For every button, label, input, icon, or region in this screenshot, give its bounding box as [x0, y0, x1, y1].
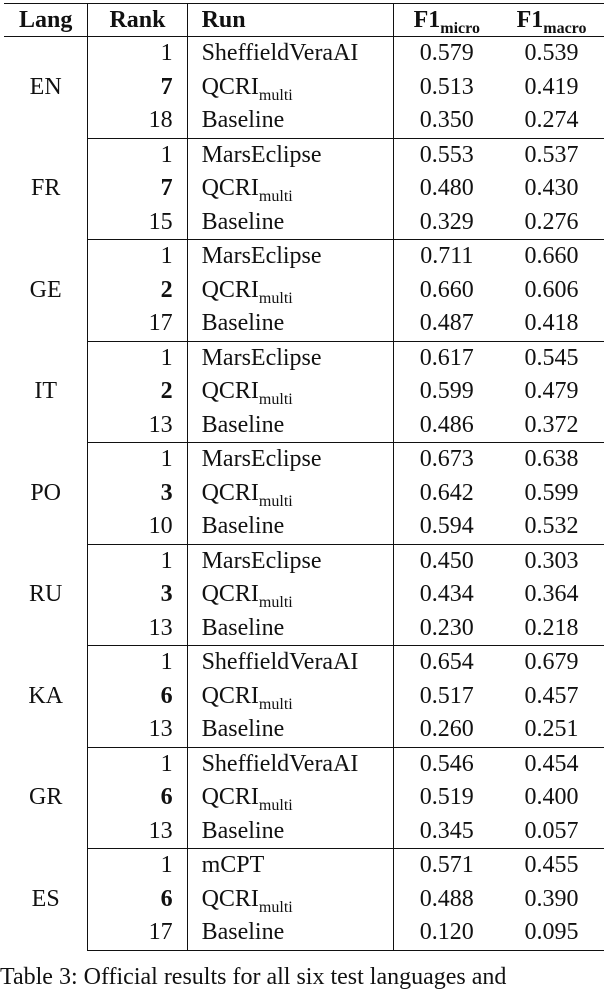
f1-micro-cell: 0.450 — [419, 547, 474, 574]
lang-cell: GR — [4, 747, 88, 849]
f1-micro-cell: 0.350 — [394, 104, 499, 138]
f1-micro-cell: 0.513 — [419, 73, 474, 100]
f1-macro-cell: 0.057 — [499, 815, 604, 849]
rank-cell: 13 — [88, 815, 187, 849]
run-subscript: multi — [258, 188, 293, 205]
rank-cell: 1 — [88, 646, 187, 680]
run-cell — [187, 680, 394, 714]
run-cell — [187, 916, 394, 950]
run-cell — [187, 240, 394, 274]
f1-micro-cell: 0.329 — [394, 206, 499, 240]
f1-micro-cell: 0.594 — [394, 510, 499, 544]
table-row — [4, 138, 604, 172]
run-name: Baseline — [201, 411, 285, 438]
f1-micro-cell: 0.120 — [394, 916, 499, 950]
run-name: Baseline — [201, 919, 285, 945]
table-row — [4, 612, 604, 646]
run-cell — [187, 646, 394, 680]
f1-micro-cell: 0.434 — [419, 581, 474, 607]
f1-micro-cell: 0.654 — [419, 649, 474, 675]
table-row — [4, 713, 604, 747]
f1-micro-cell: 0.488 — [419, 885, 474, 912]
language-group — [4, 341, 604, 443]
rank-cell: 6 — [88, 781, 187, 815]
language-group — [4, 544, 604, 646]
f1-micro-cell: 0.519 — [419, 784, 474, 810]
f1-macro-cell: 0.457 — [524, 682, 579, 709]
run-cell — [187, 510, 394, 544]
run-name: MarsEclipse — [201, 446, 322, 472]
f1-micro-cell: 0.345 — [394, 815, 499, 849]
lang-cell: RU — [4, 544, 88, 646]
language-group — [4, 646, 604, 748]
f1-macro-cell: 0.274 — [499, 104, 604, 138]
table-row — [4, 307, 604, 341]
table-row — [4, 477, 604, 511]
lang-cell: PO — [4, 443, 88, 545]
run-subscript: multi — [258, 86, 293, 104]
run-name: SheffieldVeraAI — [201, 649, 359, 675]
rank-cell: 7 — [88, 71, 187, 105]
table-row — [4, 781, 604, 815]
run-name: SheffieldVeraAI — [201, 750, 359, 777]
f1-macro-cell: 0.251 — [499, 713, 604, 747]
run-cell — [187, 477, 394, 511]
rank-cell: 1 — [88, 849, 187, 883]
run-name: QCRI — [201, 378, 259, 404]
run-name: Baseline — [201, 817, 285, 844]
f1-macro-cell: 0.660 — [524, 243, 579, 269]
header-run: Run — [187, 4, 394, 37]
run-cell — [187, 713, 394, 747]
f1-macro-cell: 0.532 — [499, 510, 604, 544]
run-name: Baseline — [201, 716, 285, 742]
f1-macro-cell: 0.638 — [524, 446, 579, 472]
table-row — [4, 747, 604, 781]
rank-cell: 1 — [88, 747, 187, 781]
header-lang: Lang — [4, 4, 88, 37]
run-cell — [187, 37, 394, 71]
run-cell — [187, 172, 394, 206]
language-group — [4, 138, 604, 240]
lang-cell: ES — [4, 849, 88, 951]
run-cell — [187, 544, 394, 578]
table-row — [4, 443, 604, 477]
run-subscript: multi — [258, 391, 293, 408]
table-row — [4, 375, 604, 409]
results-table — [4, 3, 604, 951]
header-f1-macro-main: F1 — [516, 7, 544, 33]
run-cell — [187, 307, 394, 341]
table-row — [4, 172, 604, 206]
header-f1-micro-sub: micro — [440, 20, 480, 37]
f1-micro-cell: 0.260 — [394, 713, 499, 747]
language-group — [4, 240, 604, 342]
table-row — [4, 578, 604, 612]
run-name: QCRI — [201, 276, 259, 303]
table-row — [4, 680, 604, 714]
f1-micro-cell: 0.617 — [419, 344, 474, 371]
table-row — [4, 71, 604, 105]
table-caption: Table 3: Official results for all six test languages and — [0, 964, 507, 990]
f1-micro-cell: 0.599 — [419, 378, 474, 404]
f1-macro-cell: 0.095 — [499, 916, 604, 950]
lang-cell: KA — [4, 646, 88, 748]
run-cell — [187, 781, 394, 815]
run-cell — [187, 443, 394, 477]
table-row — [4, 37, 604, 71]
f1-macro-cell: 0.606 — [524, 276, 579, 303]
lang-cell: FR — [4, 138, 88, 240]
f1-macro-cell: 0.539 — [524, 40, 579, 66]
run-subscript: multi — [258, 898, 293, 916]
run-name: Baseline — [201, 107, 285, 133]
header-rank: Rank — [88, 4, 187, 37]
table-row — [4, 510, 604, 544]
rank-cell: 13 — [88, 713, 187, 747]
rank-cell: 15 — [88, 206, 187, 240]
rank-cell: 18 — [88, 104, 187, 138]
f1-micro-cell: 0.711 — [420, 243, 474, 269]
table-row — [4, 274, 604, 308]
run-cell — [187, 71, 394, 105]
run-name: Baseline — [201, 310, 285, 336]
f1-macro-cell: 0.679 — [524, 649, 579, 675]
rank-cell: 3 — [88, 578, 187, 612]
table-row — [4, 104, 604, 138]
table-header — [4, 4, 604, 37]
table-row — [4, 341, 604, 375]
run-cell — [187, 206, 394, 240]
f1-micro-cell: 0.579 — [419, 40, 474, 66]
f1-macro-cell: 0.364 — [524, 581, 579, 607]
run-name: MarsEclipse — [201, 547, 322, 574]
f1-micro-cell: 0.486 — [394, 409, 499, 443]
rank-cell: 13 — [88, 409, 187, 443]
f1-macro-cell: 0.537 — [524, 141, 579, 168]
language-group — [4, 443, 604, 545]
table-row — [4, 240, 604, 274]
f1-micro-cell: 0.553 — [419, 141, 474, 168]
rank-cell: 1 — [88, 138, 187, 172]
run-subscript: multi — [258, 797, 293, 814]
run-name: QCRI — [201, 479, 259, 506]
table-row — [4, 849, 604, 883]
run-name: MarsEclipse — [201, 141, 322, 168]
run-name: Baseline — [201, 208, 285, 235]
f1-macro-cell: 0.372 — [499, 409, 604, 443]
run-name: QCRI — [201, 73, 259, 100]
run-subscript: multi — [258, 695, 293, 713]
run-cell — [187, 849, 394, 883]
header-f1-micro-main: F1 — [413, 7, 441, 33]
rank-cell: 1 — [88, 240, 187, 274]
lang-cell: IT — [4, 341, 88, 443]
run-cell — [187, 815, 394, 849]
run-name: Baseline — [201, 614, 285, 641]
run-cell — [187, 883, 394, 917]
header-f1-micro — [394, 4, 499, 37]
f1-macro-cell: 0.479 — [524, 378, 579, 404]
run-cell — [187, 747, 394, 781]
run-name: QCRI — [201, 175, 259, 201]
table-row — [4, 815, 604, 849]
f1-macro-cell: 0.419 — [524, 73, 579, 100]
rank-cell: 17 — [88, 307, 187, 341]
run-name: QCRI — [201, 784, 259, 810]
table-row — [4, 409, 604, 443]
run-cell — [187, 274, 394, 308]
language-group — [4, 37, 604, 139]
f1-macro-cell: 0.545 — [524, 344, 579, 371]
rank-cell: 10 — [88, 510, 187, 544]
language-group — [4, 747, 604, 849]
run-name: SheffieldVeraAI — [201, 40, 359, 66]
f1-micro-cell: 0.571 — [419, 852, 474, 878]
rank-cell: 17 — [88, 916, 187, 950]
header-f1-macro — [499, 4, 604, 37]
f1-micro-cell: 0.487 — [394, 307, 499, 341]
run-cell — [187, 578, 394, 612]
f1-macro-cell: 0.276 — [499, 206, 604, 240]
run-cell — [187, 612, 394, 646]
run-name: MarsEclipse — [201, 243, 322, 269]
run-name: Baseline — [201, 513, 285, 539]
lang-cell: GE — [4, 240, 88, 342]
table-row — [4, 916, 604, 950]
rank-cell: 1 — [88, 544, 187, 578]
f1-micro-cell: 0.673 — [419, 446, 474, 472]
run-cell — [187, 375, 394, 409]
language-group — [4, 849, 604, 951]
run-cell — [187, 409, 394, 443]
rank-cell: 1 — [88, 443, 187, 477]
f1-micro-cell: 0.660 — [419, 276, 474, 303]
rank-cell: 3 — [88, 477, 187, 511]
lang-cell: EN — [4, 37, 88, 139]
run-name: QCRI — [201, 581, 259, 607]
f1-macro-cell: 0.400 — [524, 784, 579, 810]
f1-micro-cell: 0.517 — [419, 682, 474, 709]
run-cell — [187, 138, 394, 172]
f1-macro-cell: 0.390 — [524, 885, 579, 912]
rank-cell: 6 — [88, 680, 187, 714]
rank-cell: 6 — [88, 883, 187, 917]
f1-macro-cell: 0.599 — [524, 479, 579, 506]
rank-cell: 2 — [88, 274, 187, 308]
rank-cell: 1 — [88, 341, 187, 375]
rank-cell: 2 — [88, 375, 187, 409]
rank-cell: 13 — [88, 612, 187, 646]
f1-micro-cell: 0.642 — [419, 479, 474, 506]
header-f1-macro-sub: macro — [543, 20, 587, 37]
run-name: QCRI — [201, 885, 259, 912]
run-subscript: multi — [258, 492, 293, 510]
f1-macro-cell: 0.454 — [524, 750, 579, 777]
table-row — [4, 544, 604, 578]
f1-macro-cell: 0.418 — [499, 307, 604, 341]
f1-macro-cell: 0.430 — [524, 175, 579, 201]
run-name: MarsEclipse — [201, 344, 322, 371]
rank-cell: 1 — [88, 37, 187, 71]
run-cell — [187, 341, 394, 375]
header-row — [4, 4, 604, 37]
table-row — [4, 206, 604, 240]
table-row — [4, 646, 604, 680]
run-name: QCRI — [201, 682, 259, 709]
f1-micro-cell: 0.546 — [419, 750, 474, 777]
f1-macro-cell: 0.303 — [524, 547, 579, 574]
run-name: mCPT — [201, 852, 265, 878]
f1-micro-cell: 0.230 — [394, 612, 499, 646]
f1-micro-cell: 0.480 — [419, 175, 474, 201]
table-row — [4, 883, 604, 917]
run-cell — [187, 104, 394, 138]
f1-macro-cell: 0.218 — [499, 612, 604, 646]
rank-cell: 7 — [88, 172, 187, 206]
run-subscript: multi — [258, 289, 293, 307]
f1-macro-cell: 0.455 — [524, 852, 579, 878]
run-subscript: multi — [258, 594, 293, 611]
